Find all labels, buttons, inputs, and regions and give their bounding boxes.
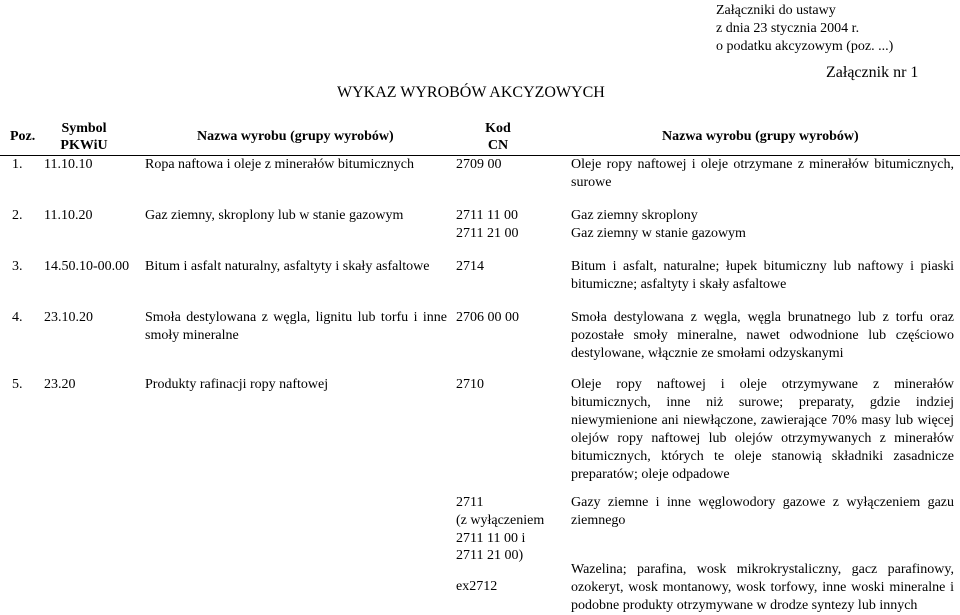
row-5-cn-name-3: Wazelina; parafina, wosk mikrokrystaliczny, gacz parafinowy, ozokeryt, wosk montanowy, wosk torfowy, inne woski mineralne i podobne produkty otrzymywane w drodze syntezy lub innych	[571, 562, 954, 613]
row-2-cn-2: 2711 21 00	[456, 226, 519, 241]
row-2-name: Gaz ziemny, skroplony lub w stanie gazowym	[145, 208, 404, 223]
document-title: WYKAZ WYROBÓW AKCYZOWYCH	[337, 84, 605, 101]
annex-label: Załącznik nr 1	[826, 64, 919, 81]
row-1-cn-name: Oleje ropy naftowej i oleje otrzymane z minerałów bitumicznych, surowe	[571, 157, 954, 190]
row-5-cn-4: 2711 11 00 i	[456, 531, 526, 546]
column-header-symbol	[40, 120, 128, 154]
row-5-cn-6: ex2712	[456, 579, 498, 594]
column-header-symbol-line2: PKWiU	[60, 138, 108, 153]
row-1-symbol: 11.10.10	[44, 157, 93, 172]
row-3-symbol: 14.50.10-00.00	[44, 259, 130, 274]
row-5-cn-name-1: Oleje ropy naftowej i oleje otrzymywane z minerałów bitumicznych, inne niż surowe; preparaty, gdzie indziej niewymienione ani niewłączone, zawierające 70% masy lub więcej olejów ropy naftowej lub olejów otrzymywanych z minerałów bitumicznych, których te oleje stanowią składniki zasadnicze preparatów; oleje odpadowe	[571, 377, 954, 482]
column-header-name: Nazwa wyrobu (grupy wyrobów)	[197, 129, 394, 144]
row-4-cn: 2706 00 00	[456, 310, 519, 325]
column-header-cn: CN	[487, 138, 509, 153]
column-header-kod: Kod	[485, 121, 511, 136]
row-2-cn-1: 2711 11 00	[456, 208, 518, 223]
row-5-poz: 5.	[12, 377, 23, 392]
row-5-cn-1: 2710	[456, 377, 484, 392]
row-1-cn: 2709 00	[456, 157, 502, 172]
column-header-symbol-line1: Symbol	[61, 121, 107, 136]
legal-header-note	[716, 2, 956, 56]
row-5-cn-5: 2711 21 00)	[456, 548, 524, 563]
row-3-poz: 3.	[12, 259, 23, 274]
row-5-name: Produkty rafinacji ropy naftowej	[145, 377, 329, 392]
row-4-poz: 4.	[12, 310, 23, 325]
column-header-cn-name: Nazwa wyrobu (grupy wyrobów)	[662, 129, 859, 144]
row-3-cn-name: Bitum i asfalt, naturalne; łupek bitumiczny lub naftowy i piaski bitumiczne; asfaltyty i skały asfaltowe	[571, 259, 954, 292]
row-4-symbol: 23.10.20	[44, 310, 93, 325]
row-3-name: Bitum i asfalt naturalny, asfaltyty i skały asfaltowe	[145, 259, 430, 274]
row-1-poz: 1.	[12, 157, 23, 172]
column-header-kod-cn	[468, 120, 528, 154]
row-5-symbol: 23.20	[44, 377, 76, 392]
row-3-cn: 2714	[456, 259, 484, 274]
row-1-name: Ropa naftowa i oleje z minerałów bitumicznych	[145, 157, 415, 172]
row-5-cn-2: 2711	[456, 495, 484, 510]
row-5-cn-name-2: Gazy ziemne i inne węglowodory gazowe z wyłączeniem gazu ziemnego	[571, 495, 954, 528]
row-4-cn-name: Smoła destylowana z węgla, węgla brunatnego lub z torfu oraz pozostałe smoły mineralne, nawet odwodnione lub częściowo destylowane, włącznie ze smołami odzyskanymi	[571, 310, 954, 361]
row-2-symbol: 11.10.20	[44, 208, 93, 223]
header-note-line: Załączniki do ustawy	[716, 3, 836, 18]
column-header-poz: Poz.	[10, 129, 36, 144]
row-5-cn-3: (z wyłączeniem	[456, 513, 545, 528]
row-4-name: Smoła destylowana z węgla, lignitu lub torfu i inne smoły mineralne	[145, 310, 447, 343]
row-2-poz: 2.	[12, 208, 23, 223]
header-note-line: z dnia 23 stycznia 2004 r.	[716, 21, 860, 36]
row-2-cn-name-2: Gaz ziemny w stanie gazowym	[571, 226, 746, 241]
header-note-line: o podatku akcyzowym (poz. ...)	[716, 39, 894, 54]
row-2-cn-name-1: Gaz ziemny skroplony	[571, 208, 698, 223]
